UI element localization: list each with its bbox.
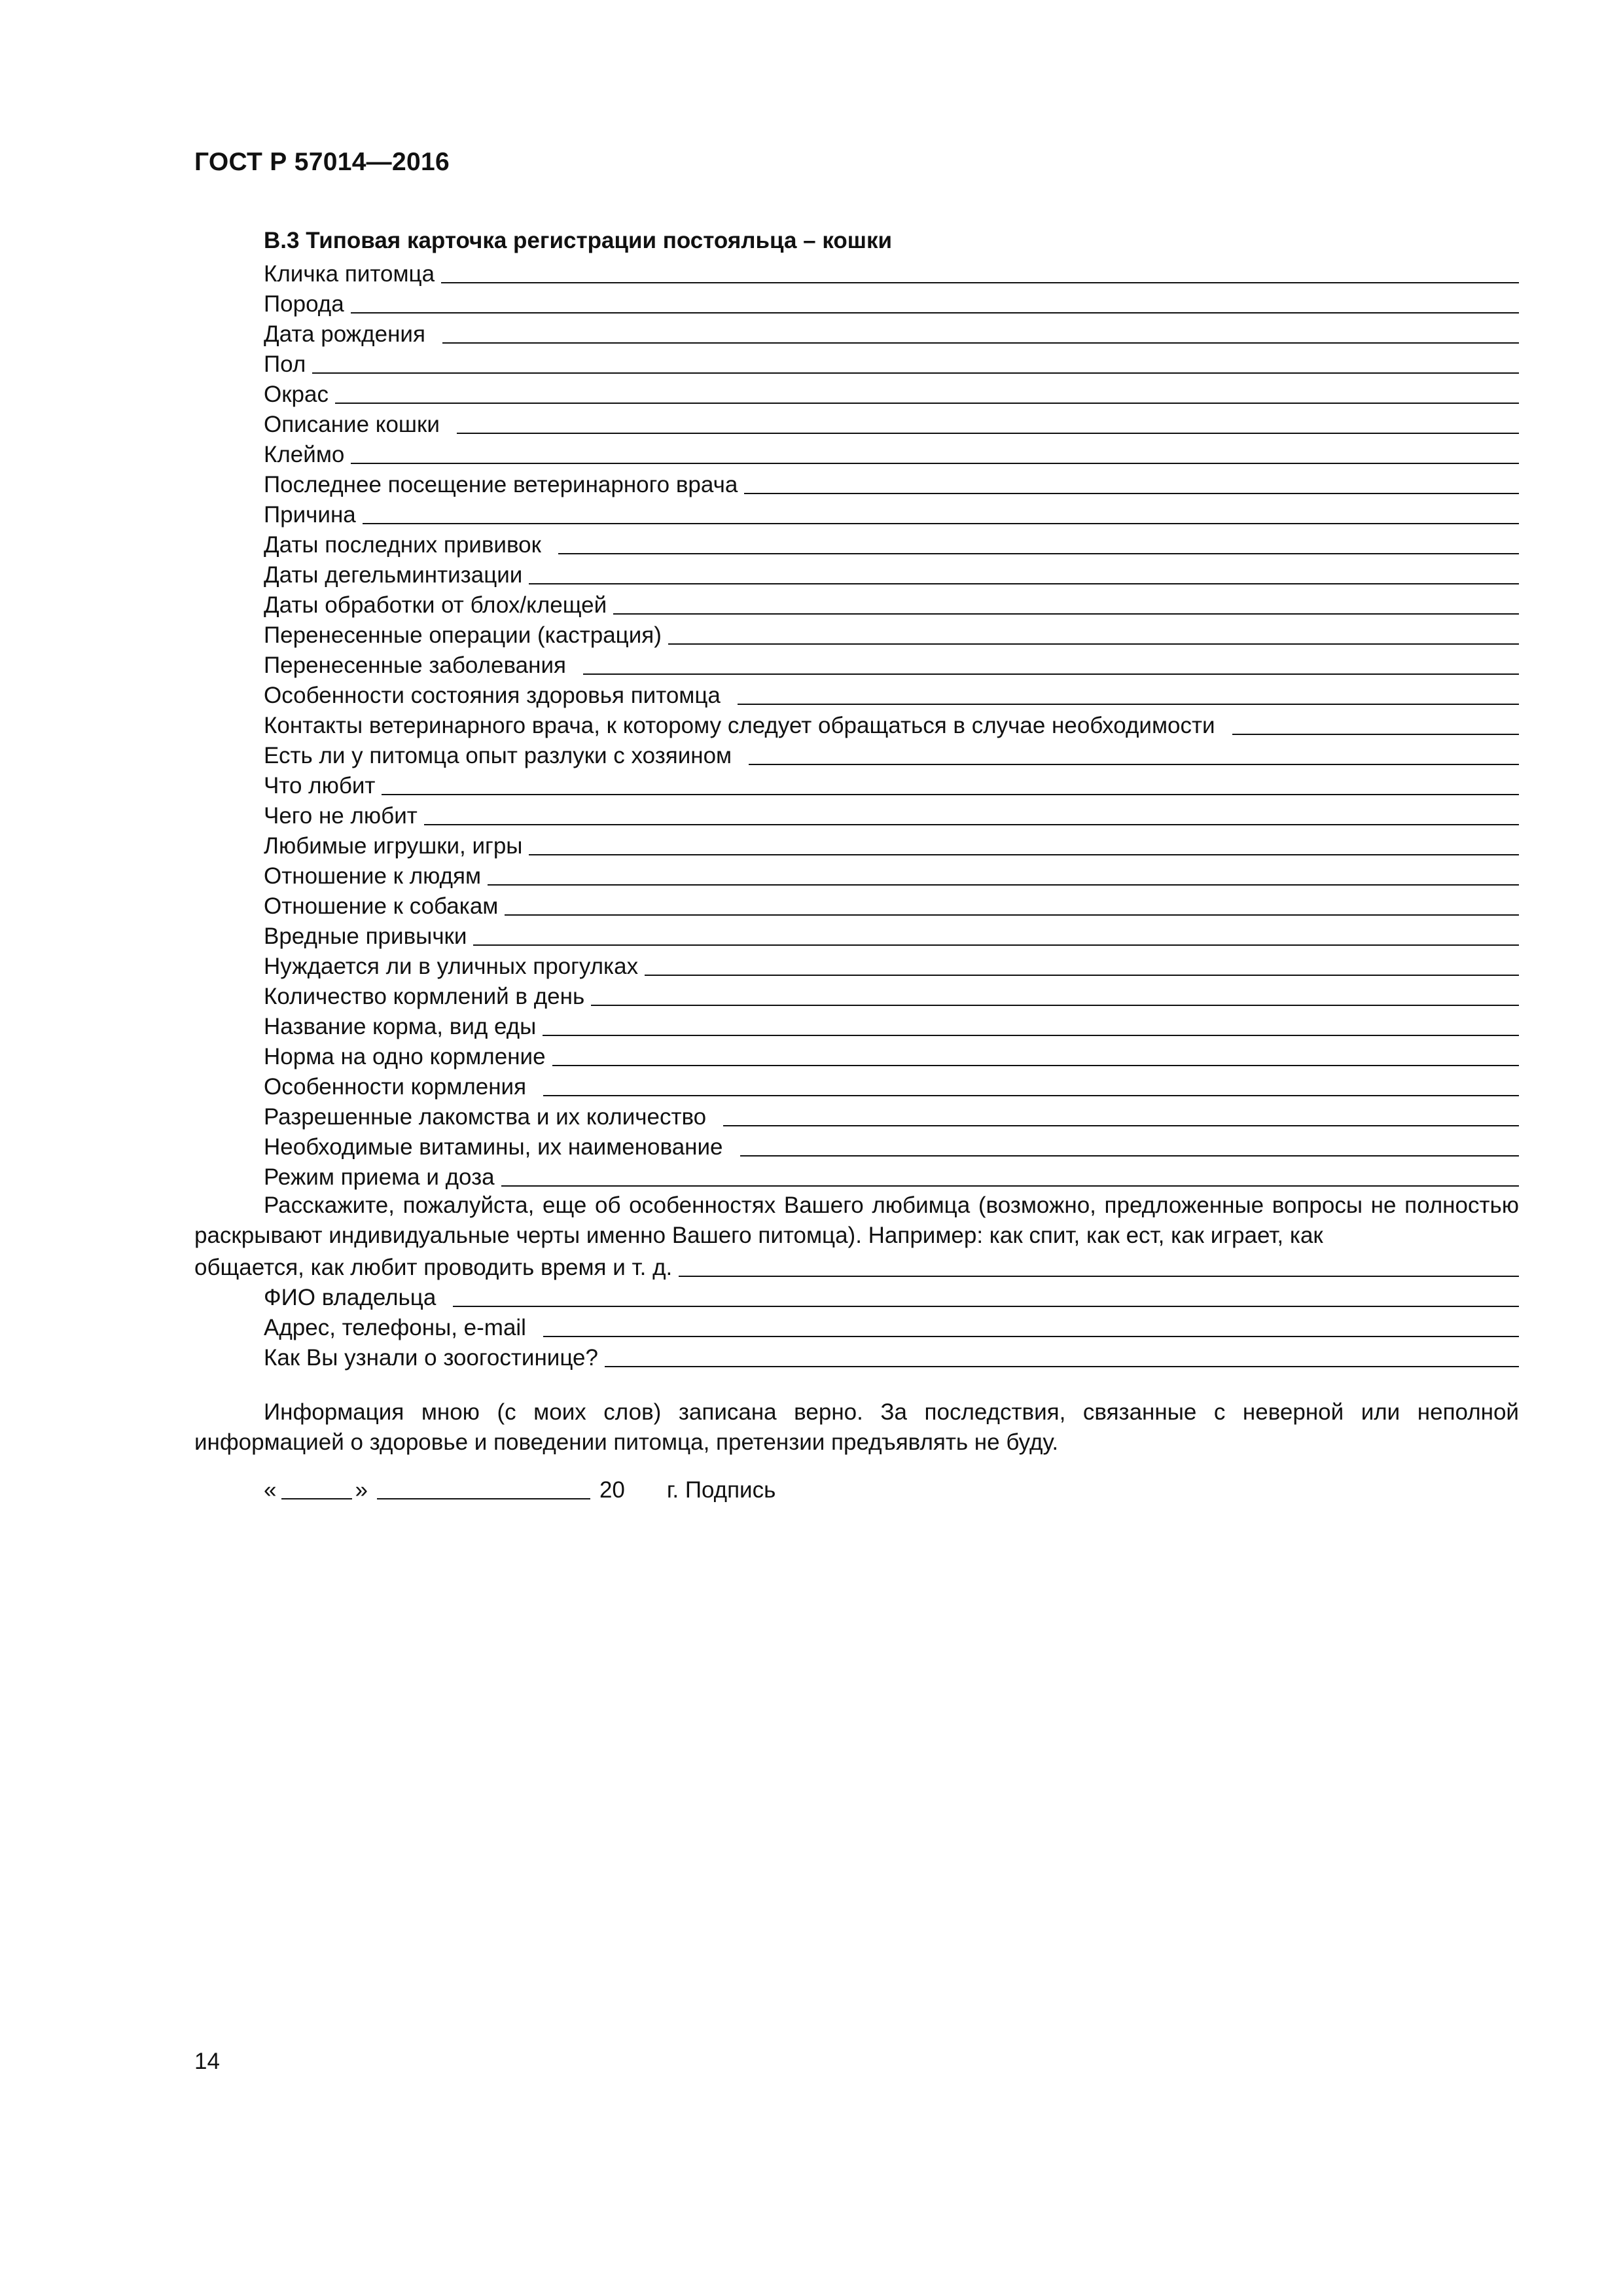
field-label: Даты дегельминтизации — [264, 562, 523, 588]
field-favorite-toys — [264, 829, 1519, 859]
field-likes — [264, 769, 1519, 799]
field-label: Как Вы узнали о зоогостинице? — [264, 1345, 598, 1371]
field-label: Особенности кормления — [264, 1074, 527, 1100]
field-blank-line[interactable] — [424, 823, 1519, 825]
year-prefix: 20 — [599, 1477, 625, 1503]
field-label: Даты обработки от блох/клещей — [264, 592, 607, 618]
field-outdoor-walks — [264, 950, 1519, 980]
field-blank-line[interactable] — [591, 1003, 1519, 1006]
field-bad-habits — [264, 920, 1519, 950]
field-blank-line[interactable] — [543, 1094, 1519, 1096]
field-label: Клеймо — [264, 442, 345, 467]
field-food-name — [264, 1010, 1519, 1040]
field-label: Отношение к людям — [264, 863, 482, 889]
field-blank-line[interactable] — [613, 612, 1519, 615]
field-blank-line[interactable] — [335, 401, 1519, 404]
field-attitude-dogs — [264, 889, 1519, 920]
tell-us-last-label: общается, как любит проводить время и т. д. — [194, 1255, 673, 1280]
field-attitude-people — [264, 859, 1519, 889]
field-label: Порода — [264, 291, 344, 317]
close-quote: » — [355, 1477, 368, 1503]
open-quote: « — [264, 1477, 277, 1503]
field-label: Название корма, вид еды — [264, 1014, 537, 1039]
field-label: Особенности состояния здоровья питомца — [264, 683, 721, 708]
field-label: Есть ли у питомца опыт разлуки с хозяином — [264, 743, 732, 768]
field-vitamins — [264, 1130, 1519, 1160]
field-past-diseases — [264, 649, 1519, 679]
field-label: Необходимые витамины, их наименование — [264, 1134, 723, 1160]
field-label: ФИО владельца — [264, 1285, 437, 1310]
field-blank-line[interactable] — [543, 1033, 1519, 1036]
field-label: Норма на одно кормление — [264, 1044, 546, 1069]
field-blank-line[interactable] — [645, 973, 1519, 976]
field-label: Причина — [264, 502, 356, 528]
statement-paragraph: Информация мною (с моих слов) записана верно. За последствия, связанные с неверной или неполной информацией о здоровье и поведении питомца, претензии предъявлять не буду. — [194, 1399, 1519, 1455]
field-blank-line[interactable] — [442, 341, 1519, 344]
field-label: Контакты ветеринарного врача, к которому следует обращаться в случае необходимости — [264, 713, 1215, 738]
field-label: Адрес, телефоны, e-mail — [264, 1315, 526, 1340]
section-title: В.3 Типовая карточка регистрации постояльца – кошки — [264, 228, 892, 253]
tell-us-last-line — [194, 1251, 1519, 1281]
field-blank-line[interactable] — [501, 1184, 1519, 1187]
field-label: Дата рождения — [264, 321, 425, 347]
field-label: Отношение к собакам — [264, 893, 499, 919]
field-cat-description — [264, 408, 1519, 438]
field-pet-name — [264, 257, 1519, 287]
field-blank-line[interactable] — [505, 913, 1519, 916]
field-blank-line[interactable] — [740, 1154, 1519, 1157]
field-label: Разрешенные лакомства и их количество — [264, 1104, 707, 1130]
field-last-vet-visit — [264, 468, 1519, 498]
field-reason — [264, 498, 1519, 528]
field-feedings-per-day — [264, 980, 1519, 1010]
field-blank-line[interactable] — [488, 883, 1519, 886]
field-blank-line[interactable] — [543, 1335, 1519, 1337]
field-sex — [264, 348, 1519, 378]
field-deworming-dates — [264, 558, 1519, 588]
field-label: Кличка питомца — [264, 261, 435, 287]
field-portion-size — [264, 1040, 1519, 1070]
field-feeding-features — [264, 1070, 1519, 1100]
field-flea-tick-dates — [264, 588, 1519, 619]
field-vet-contacts — [264, 709, 1519, 739]
field-label: Пол — [264, 351, 306, 377]
field-blank-line[interactable] — [363, 522, 1519, 524]
field-vaccination-dates — [264, 528, 1519, 558]
field-blank-line[interactable] — [749, 762, 1519, 765]
field-blank-line[interactable] — [351, 311, 1519, 314]
field-label: Любимые игрушки, игры — [264, 833, 523, 859]
field-blank-line[interactable] — [529, 582, 1519, 584]
field-allowed-treats — [264, 1100, 1519, 1130]
field-blank-line[interactable] — [552, 1064, 1519, 1066]
field-blank-line[interactable] — [723, 1124, 1519, 1126]
field-blank-line[interactable] — [738, 702, 1519, 705]
field-dosage-regime — [264, 1160, 1519, 1191]
page-number: 14 — [194, 2049, 220, 2074]
field-label: Чего не любит — [264, 803, 418, 829]
field-label: Нуждается ли в уличных прогулках — [264, 954, 639, 979]
field-health-features — [264, 679, 1519, 709]
field-label: Перенесенные заболевания — [264, 653, 566, 678]
field-blank-line[interactable] — [473, 943, 1519, 946]
field-surgeries — [264, 619, 1519, 649]
tell-us-paragraph: Расскажите, пожалуйста, еще об особенностях Вашего любимца (возможно, предложенные вопросы не полностью раскрывают индивидуальные черты именно Вашего питомца). Например: как спит, как ест, как играет, как — [194, 1193, 1519, 1248]
field-separation-experience — [264, 739, 1519, 769]
registration-card — [194, 224, 1519, 1503]
field-birth-date — [264, 317, 1519, 348]
field-breed — [264, 287, 1519, 317]
field-blank-line[interactable] — [441, 281, 1519, 283]
field-blank-line[interactable] — [744, 492, 1519, 494]
field-owner-contacts — [264, 1311, 1519, 1341]
field-coat-color — [264, 378, 1519, 408]
field-blank-line[interactable] — [312, 371, 1519, 374]
field-how-found — [264, 1341, 1519, 1371]
field-blank-line[interactable] — [382, 793, 1519, 795]
field-label: Вредные привычки — [264, 924, 467, 949]
month-blank[interactable] — [377, 1497, 590, 1499]
owner-fields-list — [194, 1281, 1519, 1371]
field-blank-line[interactable] — [453, 1304, 1519, 1307]
field-dislikes — [264, 799, 1519, 829]
field-blank-line[interactable] — [457, 431, 1519, 434]
field-blank-line[interactable] — [583, 672, 1519, 675]
field-blank-line[interactable] — [1232, 732, 1519, 735]
signature-label: г. Подпись — [666, 1477, 776, 1503]
field-blank-line[interactable] — [558, 552, 1519, 554]
field-label: Режим приема и доза — [264, 1164, 495, 1190]
field-label: Что любит — [264, 773, 376, 798]
pet-fields-list — [194, 257, 1519, 1191]
field-blank-line[interactable] — [668, 642, 1519, 645]
document-code: ГОСТ Р 57014—2016 — [194, 148, 450, 176]
field-label: Окрас — [264, 382, 329, 407]
signature-line — [264, 1471, 1519, 1503]
field-label: Последнее посещение ветеринарного врача — [264, 472, 738, 497]
field-label: Даты последних прививок — [264, 532, 541, 558]
field-brand-mark — [264, 438, 1519, 468]
field-label: Количество кормлений в день — [264, 984, 585, 1009]
field-blank-line[interactable] — [351, 461, 1519, 464]
field-label: Перенесенные операции (кастрация) — [264, 622, 662, 648]
field-owner-name — [264, 1281, 1519, 1311]
field-blank-line[interactable] — [679, 1274, 1519, 1277]
day-blank[interactable] — [281, 1497, 352, 1499]
field-label: Описание кошки — [264, 412, 440, 437]
field-blank-line[interactable] — [605, 1365, 1519, 1367]
spacer — [194, 1371, 1519, 1397]
field-blank-line[interactable] — [529, 853, 1519, 855]
